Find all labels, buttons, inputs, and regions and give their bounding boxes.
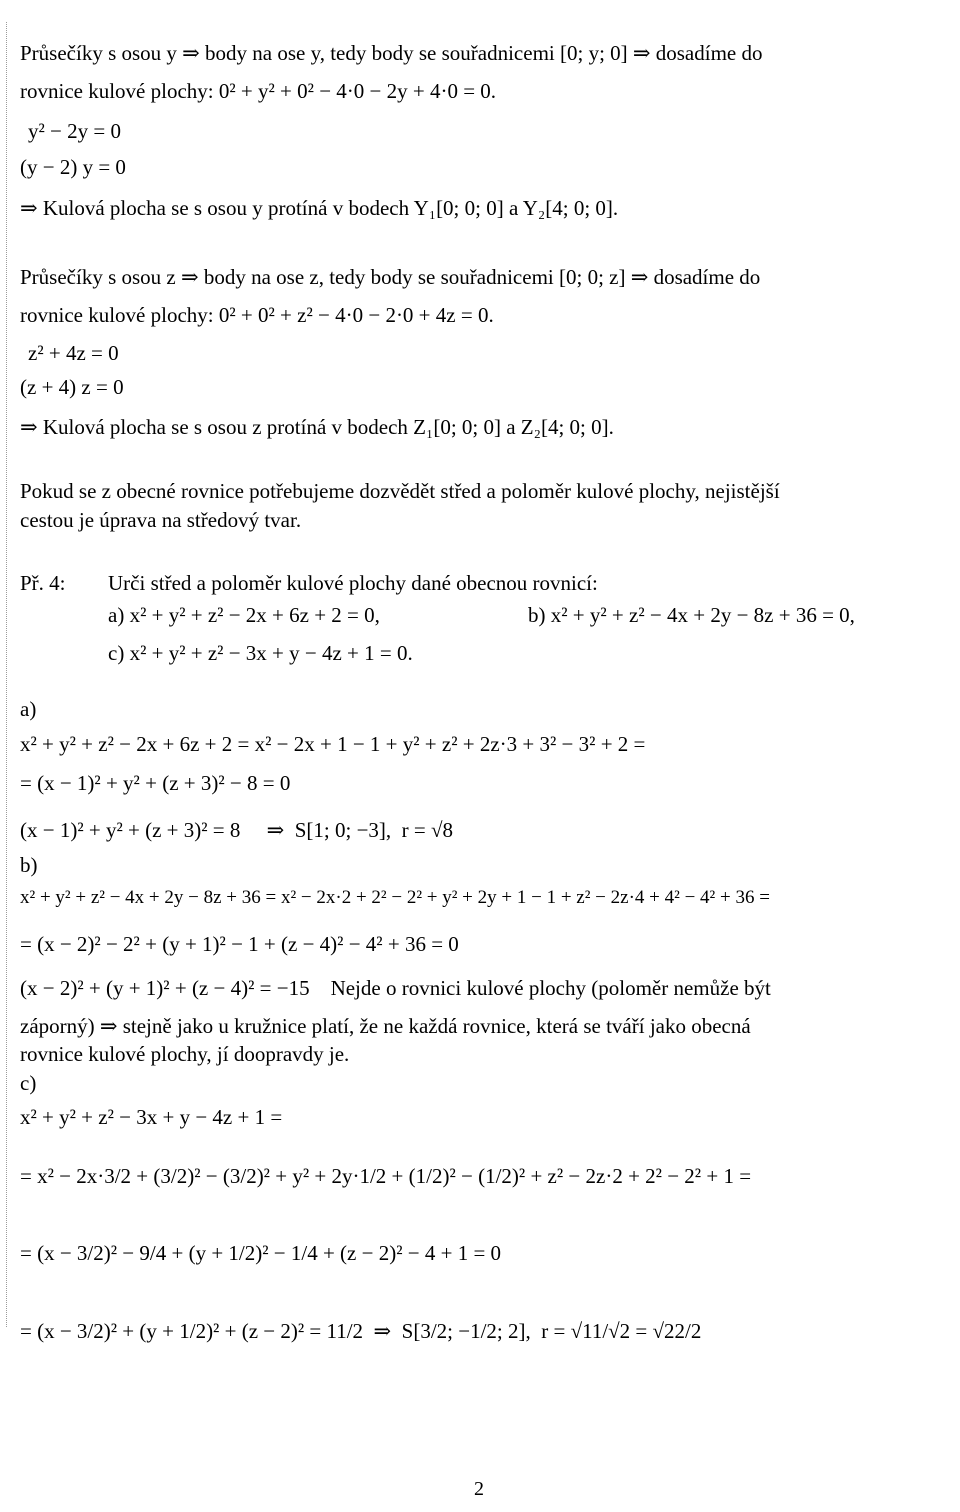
equation-line: (z + 4) z = 0 <box>20 375 124 399</box>
equation-line: z² + 4z = 0 <box>28 341 119 365</box>
paragraph-line: Průsečíky s osou z ⇒ body na ose z, tedy body se souřadnicemi [0; 0; z] ⇒ dosadíme do <box>20 265 761 289</box>
paragraph-line: záporný) ⇒ stejně jako u kružnice platí, že ne každá rovnice, která se tváří jako obecná <box>20 1014 751 1038</box>
equation-line: = (x − 1)² + y² + (z + 3)² − 8 = 0 <box>20 771 291 795</box>
result-line: ⇒ Kulová plocha se s osou y protíná v bodech Y₁[0; 0; 0] a Y₂[4; 0; 0]. <box>20 196 619 220</box>
equation-line: (y − 2) y = 0 <box>20 155 126 179</box>
equation-line: = (x − 3/2)² − 9/4 + (y + 1/2)² − 1/4 + (z − 2)² − 4 + 1 = 0 <box>20 1241 502 1265</box>
solution-label: b) <box>20 853 38 877</box>
paragraph-line: Průsečíky s osou y ⇒ body na ose y, tedy body se souřadnicemi [0; y; 0] ⇒ dosadíme do <box>20 41 763 65</box>
example-part-a: a) x² + y² + z² − 2x + 6z + 2 = 0, <box>108 603 380 627</box>
example-part-b: b) x² + y² + z² − 4x + 2y − 8z + 36 = 0, <box>528 603 855 627</box>
equation-line: y² − 2y = 0 <box>28 119 121 143</box>
equation-line: = (x − 2)² − 2² + (y + 1)² − 1 + (z − 4)² − 4² + 36 = 0 <box>20 932 459 956</box>
result-line: (x − 1)² + y² + (z + 3)² = 8 ⇒ S[1; 0; −3], r = √8 <box>20 818 454 842</box>
example-label: Př. 4: <box>20 571 66 595</box>
example-task: Urči střed a poloměr kulové plochy dané obecnou rovnicí: <box>108 571 598 595</box>
equation-line: x² + y² + z² − 4x + 2y − 8z + 36 = x² − 2x·2 + 2² − 2² + y² + 2y + 1 − 1 + z² − 2z·4 + 4² − 4² + 36 = <box>20 887 770 908</box>
solution-label: c) <box>20 1071 37 1095</box>
solution-label: a) <box>20 697 37 721</box>
paragraph-line: Pokud se z obecné rovnice potřebujeme dozvědět střed a poloměr kulové plochy, nejistější <box>20 479 780 503</box>
left-margin-rule <box>6 22 7 1327</box>
result-line: (x − 2)² + (y + 1)² + (z − 4)² = −15 Nejde o rovnici kulové plochy (poloměr nemůže být <box>20 976 771 1000</box>
equation-line: rovnice kulové plochy: 0² + y² + 0² − 4·0 − 2y + 4·0 = 0. <box>20 79 497 103</box>
paragraph-line: cestou je úprava na středový tvar. <box>20 508 302 532</box>
page-number: 2 <box>474 1478 484 1500</box>
result-line: ⇒ Kulová plocha se s osou z protíná v bodech Z₁[0; 0; 0] a Z₂[4; 0; 0]. <box>20 415 614 439</box>
equation-line: x² + y² + z² − 2x + 6z + 2 = x² − 2x + 1 − 1 + y² + z² + 2z·3 + 3² − 3² + 2 = <box>20 732 646 756</box>
example-part-c: c) x² + y² + z² − 3x + y − 4z + 1 = 0. <box>108 641 413 665</box>
paragraph-line: rovnice kulové plochy, jí doopravdy je. <box>20 1042 350 1066</box>
result-line: = (x − 3/2)² + (y + 1/2)² + (z − 2)² = 11/2 ⇒ S[3/2; −1/2; 2], r = √11/√2 = √22/2 <box>20 1319 702 1343</box>
equation-line: x² + y² + z² − 3x + y − 4z + 1 = <box>20 1105 283 1129</box>
equation-line: = x² − 2x·3/2 + (3/2)² − (3/2)² + y² + 2y·1/2 + (1/2)² − (1/2)² + z² − 2z·2 + 2² − 2² + 1 = <box>20 1164 752 1188</box>
equation-line: rovnice kulové plochy: 0² + 0² + z² − 4·0 − 2·0 + 4z = 0. <box>20 303 494 327</box>
